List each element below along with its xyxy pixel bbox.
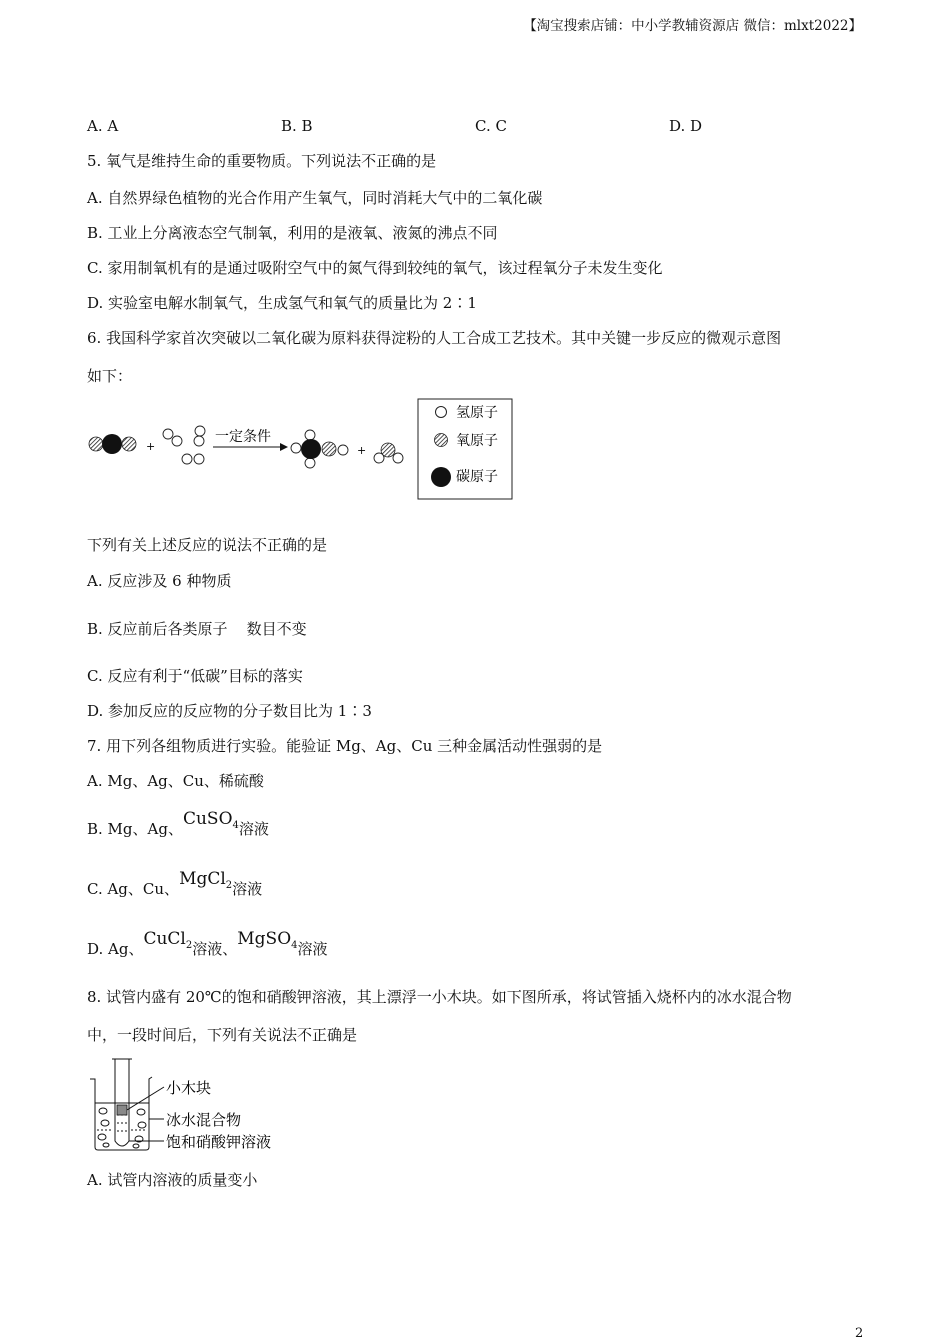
q7-stem: 7. 用下列各组物质进行实验。能验证 Mg、Ag、Cu 三种金属活动性强弱的是 <box>87 737 603 755</box>
q5-stem: 5. 氧气是维持生命的重要物质。下列说法不正确的是 <box>87 152 437 170</box>
q7-d-formula-2: MgSO <box>237 929 292 949</box>
q6-option-b: B. 反应前后各类原子 数目不变 <box>87 620 307 638</box>
q7-b-subscript: 4 <box>232 820 239 831</box>
beaker-icon <box>90 1059 152 1150</box>
water-molecule-icon <box>374 443 403 463</box>
q7-c-formula: MgCl <box>179 869 226 889</box>
q7-d-subscript-1: 2 <box>185 940 193 951</box>
q6-option-a: A. 反应涉及 6 种物质 <box>87 572 232 590</box>
q8-stem-line2: 中，一段时间后，下列有关说法不正确是 <box>87 1026 358 1044</box>
q7-d-prefix: D. Ag、 <box>87 940 144 958</box>
q7-d-subscript-2: 4 <box>291 940 298 951</box>
q7-d-mid: 溶液、 <box>192 940 238 958</box>
q4-option-b: B. B <box>281 117 313 135</box>
plus-sign-2: + <box>357 444 367 457</box>
q7-d-suffix: 溶液 <box>297 940 328 958</box>
q7-option-b <box>87 809 269 842</box>
q6-stem-line2: 如下： <box>87 367 133 385</box>
q6-stem-line1: 6. 我国科学家首次突破以二氧化碳为原料获得淀粉的人工合成工艺技术。其中关键一步反应的微观示意图 <box>87 329 782 347</box>
q5-option-c: C. 家用制氧机有的是通过吸附空气中的氮气得到较纯的氧气，该过程氧分子未发生变化 <box>87 259 663 277</box>
label-wood-block: 小木块 <box>166 1079 212 1097</box>
q7-b-prefix: B. Mg、Ag、 <box>87 820 183 838</box>
hydrogen-atom-icon <box>436 407 447 418</box>
q7-option-d <box>87 929 328 962</box>
q6-option-d: D. 参加反应的反应物的分子数目比为 1∶3 <box>87 702 372 720</box>
page-number: 2 <box>855 1326 864 1341</box>
atom-legend <box>418 399 512 499</box>
q7-b-suffix: 溶液 <box>238 820 269 838</box>
legend-oxygen-label: 氧原子 <box>456 433 498 449</box>
co2-molecule-icon <box>89 434 136 454</box>
label-ice-water: 冰水混合物 <box>166 1111 242 1129</box>
q5-option-a: A. 自然界绿色植物的光合作用产生氧气，同时消耗大气中的二氧化碳 <box>87 189 543 207</box>
legend-hydrogen-label: 氢原子 <box>456 405 498 421</box>
wood-block-icon <box>117 1105 127 1115</box>
q8-stem-line1: 8. 试管内盛有 20℃的饱和硝酸钾溶液，其上漂浮一小木块。如下图所承，将试管插入烧杯内的冰水混合物 <box>87 988 792 1006</box>
methanol-molecule-icon <box>291 430 348 468</box>
reaction-condition: 一定条件 <box>215 429 271 445</box>
q6-question: 下列有关上述反应的说法不正确的是 <box>87 536 328 554</box>
oxygen-atom-icon <box>435 434 448 447</box>
q4-option-a: A. A <box>87 117 119 135</box>
q7-d-formula-1: CuCl <box>143 929 186 949</box>
beaker-diagram <box>86 1055 306 1155</box>
q6-option-c: C. 反应有利于“低碳”目标的落实 <box>87 667 303 685</box>
q7-option-c <box>87 869 263 902</box>
legend-carbon-label: 碳原子 <box>456 469 498 485</box>
q7-c-prefix: C. Ag、Cu、 <box>87 880 180 898</box>
q7-c-suffix: 溶液 <box>232 880 263 898</box>
q7-c-subscript: 2 <box>225 880 233 891</box>
q7-b-formula: CuSO <box>182 809 233 829</box>
carbon-atom-icon <box>431 467 451 487</box>
q5-option-b: B. 工业上分离液态空气制氧，利用的是液氧、液氮的沸点不同 <box>87 224 498 242</box>
reaction-diagram <box>80 395 520 505</box>
q7-option-a: A. Mg、Ag、Cu、稀硫酸 <box>87 772 264 790</box>
plus-sign-1: + <box>146 440 156 453</box>
q8-option-a: A. 试管内溶液的质量变小 <box>87 1171 258 1189</box>
q4-option-c: C. C <box>475 117 507 135</box>
hydrogen-molecules-icon <box>163 426 205 464</box>
label-kno3-solution: 饱和硝酸钾溶液 <box>166 1133 272 1151</box>
page-header: 【淘宝搜索店铺：中小学教辅资源店 微信：mlxt2022】 <box>523 18 862 34</box>
leader-lines <box>127 1087 164 1141</box>
q5-option-d: D. 实验室电解水制氧气，生成氢气和氧气的质量比为 2∶1 <box>87 294 477 312</box>
q4-option-d: D. D <box>669 117 703 135</box>
